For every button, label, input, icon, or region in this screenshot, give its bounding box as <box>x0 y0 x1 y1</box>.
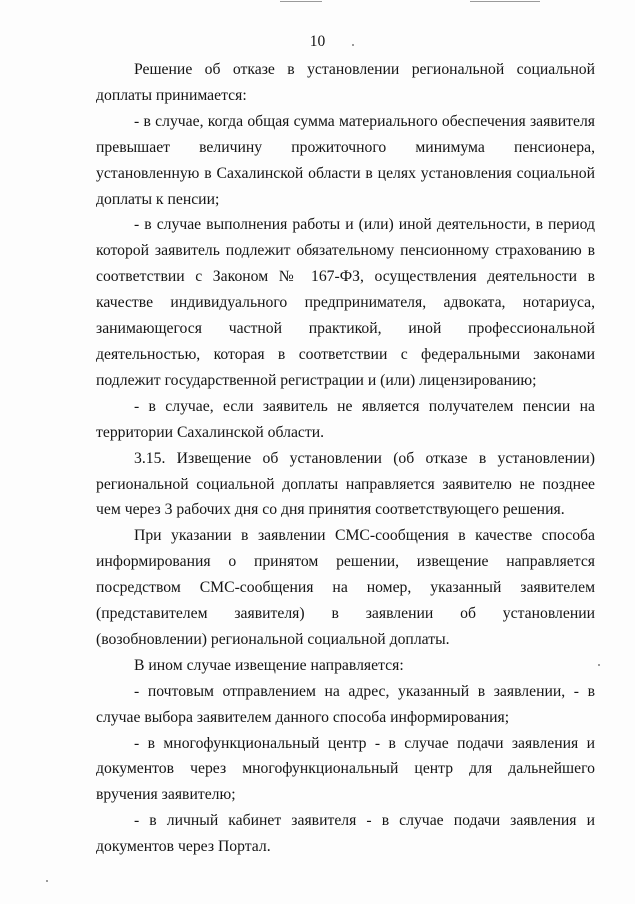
scan-speck <box>46 880 48 882</box>
scan-edge-mark <box>280 1 322 2</box>
page-number: 10 <box>309 33 326 50</box>
paragraph-sms-notice: При указании в заявлении СМС-сообщения в качестве способа информирования о принятом решении, извещение направляется посредством СМС-сообщения на номер, указанный заявителем (представителем заявителя) в заявлении об установлении (возобновлении) региональной социальной доплаты. <box>96 527 595 648</box>
paragraph-income-exceeds: - в случае, когда общая сумма материального обеспечения заявителя превышает величину прожиточного минимума пенсионера, установленную в Сахалинской области в целях установления социальной доплаты к пенсии; <box>96 112 595 208</box>
paragraph-employment: - в случае выполнения работы и (или) иной деятельности, в период которой заявитель подлежит обязательному пенсионному страхованию в соответствии с Законом № 167-ФЗ, осуществления деятельности в качестве индивидуального предпринимателя, адвоката, нотариуса, занимающегося частной практикой, иной профессиональной деятельностью, которая в соответствии с федеральными законами подлежит государственной регистрации и (или) лицензированию; <box>96 216 595 389</box>
paragraph-other-cases: В ином случае извещение направляется: <box>134 656 404 674</box>
paragraph-mfc: - в многофункциональный центр - в случае подачи заявления и документов через многофункциональный центр для дальнейшего вручения заявителю; <box>96 734 595 804</box>
scan-speck <box>352 44 354 46</box>
paragraph-postal: - почтовым отправлением на адрес, указанный в заявлении, - в случае выбора заявителем данного способа информирования; <box>96 682 595 726</box>
paragraph-not-pensioner: - в случае, если заявитель не является получателем пенсии на территории Сахалинской области. <box>96 397 595 441</box>
body-text <box>96 57 595 860</box>
scan-speck <box>598 664 600 666</box>
paragraph-refusal-intro: Решение об отказе в установлении региональной социальной доплаты принимается: <box>96 61 595 104</box>
scan-edge-mark <box>470 1 540 2</box>
paragraph-personal-cabinet: - в личный кабинет заявителя - в случае подачи заявления и документов через Портал. <box>96 812 595 856</box>
paragraph-notice-3-15: 3.15. Извещение об установлении (об отказе в установлении) региональной социальной доплаты направляется заявителю не позднее чем через 3 рабочих дня со дня принятия соответствующего решения. <box>96 449 595 519</box>
